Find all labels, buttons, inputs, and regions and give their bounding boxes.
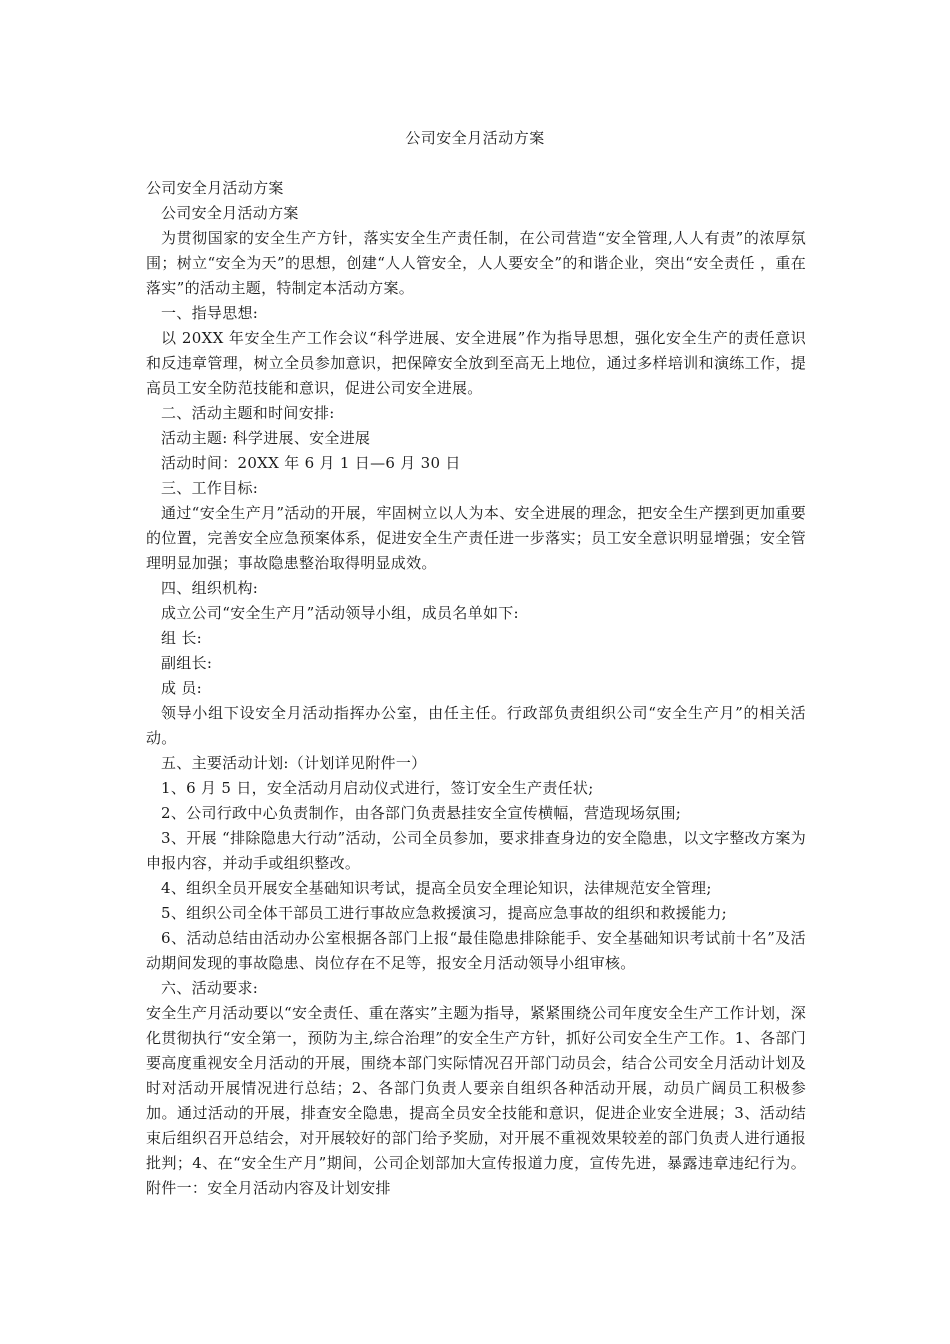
document-paragraph: 3、开展 “排除隐患大行动”活动，公司全员参加，要求排查身边的安全隐患，以文字整改方案为申报内容，并动手或组织整改。 <box>146 829 806 872</box>
document-paragraph: 活动主题: 科学进展、安全进展 <box>161 429 371 447</box>
document-paragraph: 2、公司行政中心负责制作，由各部门负责悬挂安全宣传横幅，营造现场氛围; <box>161 804 682 822</box>
document-paragraph: 5、组织公司全体干部员工进行事故应急救援演习，提高应急事故的组织和救援能力; <box>161 904 728 922</box>
document-paragraph: 二、活动主题和时间安排: <box>161 404 335 422</box>
document-paragraph: 六、活动要求: <box>161 979 259 997</box>
document-paragraph: 公司安全月活动方案 <box>146 179 284 197</box>
document-paragraph: 副组长: <box>161 654 213 672</box>
document-paragraph: 公司安全月活动方案 <box>161 204 299 222</box>
document-paragraph: 一、指导思想: <box>161 304 259 322</box>
document-paragraph: 五、主要活动计划:（计划详见附件一） <box>161 754 427 772</box>
document-paragraph: 成 员: <box>161 679 203 697</box>
document-paragraph: 通过“安全生产月”活动的开展，牢固树立以人为本、安全进展的理念，把安全生产摆到更加重要的位置，完善安全应急预案体系，促进安全生产责任进一步落实；员工安全意识明显增强；安全管理明显加强；事故隐患整治取得明显成效。 <box>146 504 806 572</box>
document-paragraph: 四、组织机构: <box>161 579 259 597</box>
document-paragraph: 活动时间：20XX 年 6 月 1 日—6 月 30 日 <box>161 454 461 472</box>
document-paragraph: 1、6 月 5 日，安全活动月启动仪式进行，签订安全生产责任状; <box>161 779 594 797</box>
document-paragraph: 组 长: <box>161 629 203 647</box>
document-paragraph: 6、活动总结由活动办公室根据各部门上报“最佳隐患排除能手、安全基础知识考试前十名”及活动期间发现的事故隐患、岗位存在不足等，报安全月活动领导小组审核。 <box>146 929 806 972</box>
document-paragraph: 4、组织全员开展安全基础知识考试，提高全员安全理论知识，法律规范安全管理; <box>161 879 712 897</box>
document-body <box>146 176 806 1201</box>
document-paragraph: 三、工作目标: <box>161 479 259 497</box>
document-paragraph: 领导小组下设安全月活动指挥办公室，由任主任。行政部负责组织公司“安全生产月”的相关活动。 <box>146 704 806 747</box>
document-title: 公司安全月活动方案 <box>405 129 545 147</box>
document-paragraph: 成立公司“安全生产月”活动领导小组，成员名单如下: <box>161 604 519 622</box>
document-paragraph: 为贯彻国家的安全生产方针，落实安全生产责任制，在公司营造“安全管理,人人有责”的浓厚氛围；树立“安全为天”的思想，创建“人人管安全，人人要安全”的和谐企业，突出“安全责任 ，重在落实”的活动主题，特制定本活动方案。 <box>146 229 806 297</box>
document-paragraph: 以 20XX 年安全生产工作会议“科学进展、安全进展”作为指导思想，强化安全生产的责任意识和反违章管理，树立全员参加意识，把保障安全放到至高无上地位，通过多样培训和演练工作，提高员工安全防范技能和意识，促进公司安全进展。 <box>146 329 806 397</box>
document-paragraph: 安全生产月活动要以“安全责任、重在落实”主题为指导，紧紧围绕公司年度安全生产工作计划，深化贯彻执行“安全第一，预防为主,综合治理”的安全生产方针，抓好公司安全生产工作。1、各部门要高度重视安全月活动的开展，围绕本部门实际情况召开部门动员会，结合公司安全月活动计划及时对活动开展情况进行总结；2、各部门负责人要亲自组织各种活动开展，动员广阔员工积极参加。通过活动的开展，排查安全隐患，提高全员安全技能和意识，促进企业安全进展；3、活动结束后组织召开总结会，对开展较好的部门给予奖励，对开展不重视效果较差的部门负责人进行通报批判；4、在“安全生产月”期间，公司企划部加大宣传报道力度，宣传先进，暴露违章违纪行为。附件一：安全月活动内容及计划安排 <box>146 1004 806 1197</box>
